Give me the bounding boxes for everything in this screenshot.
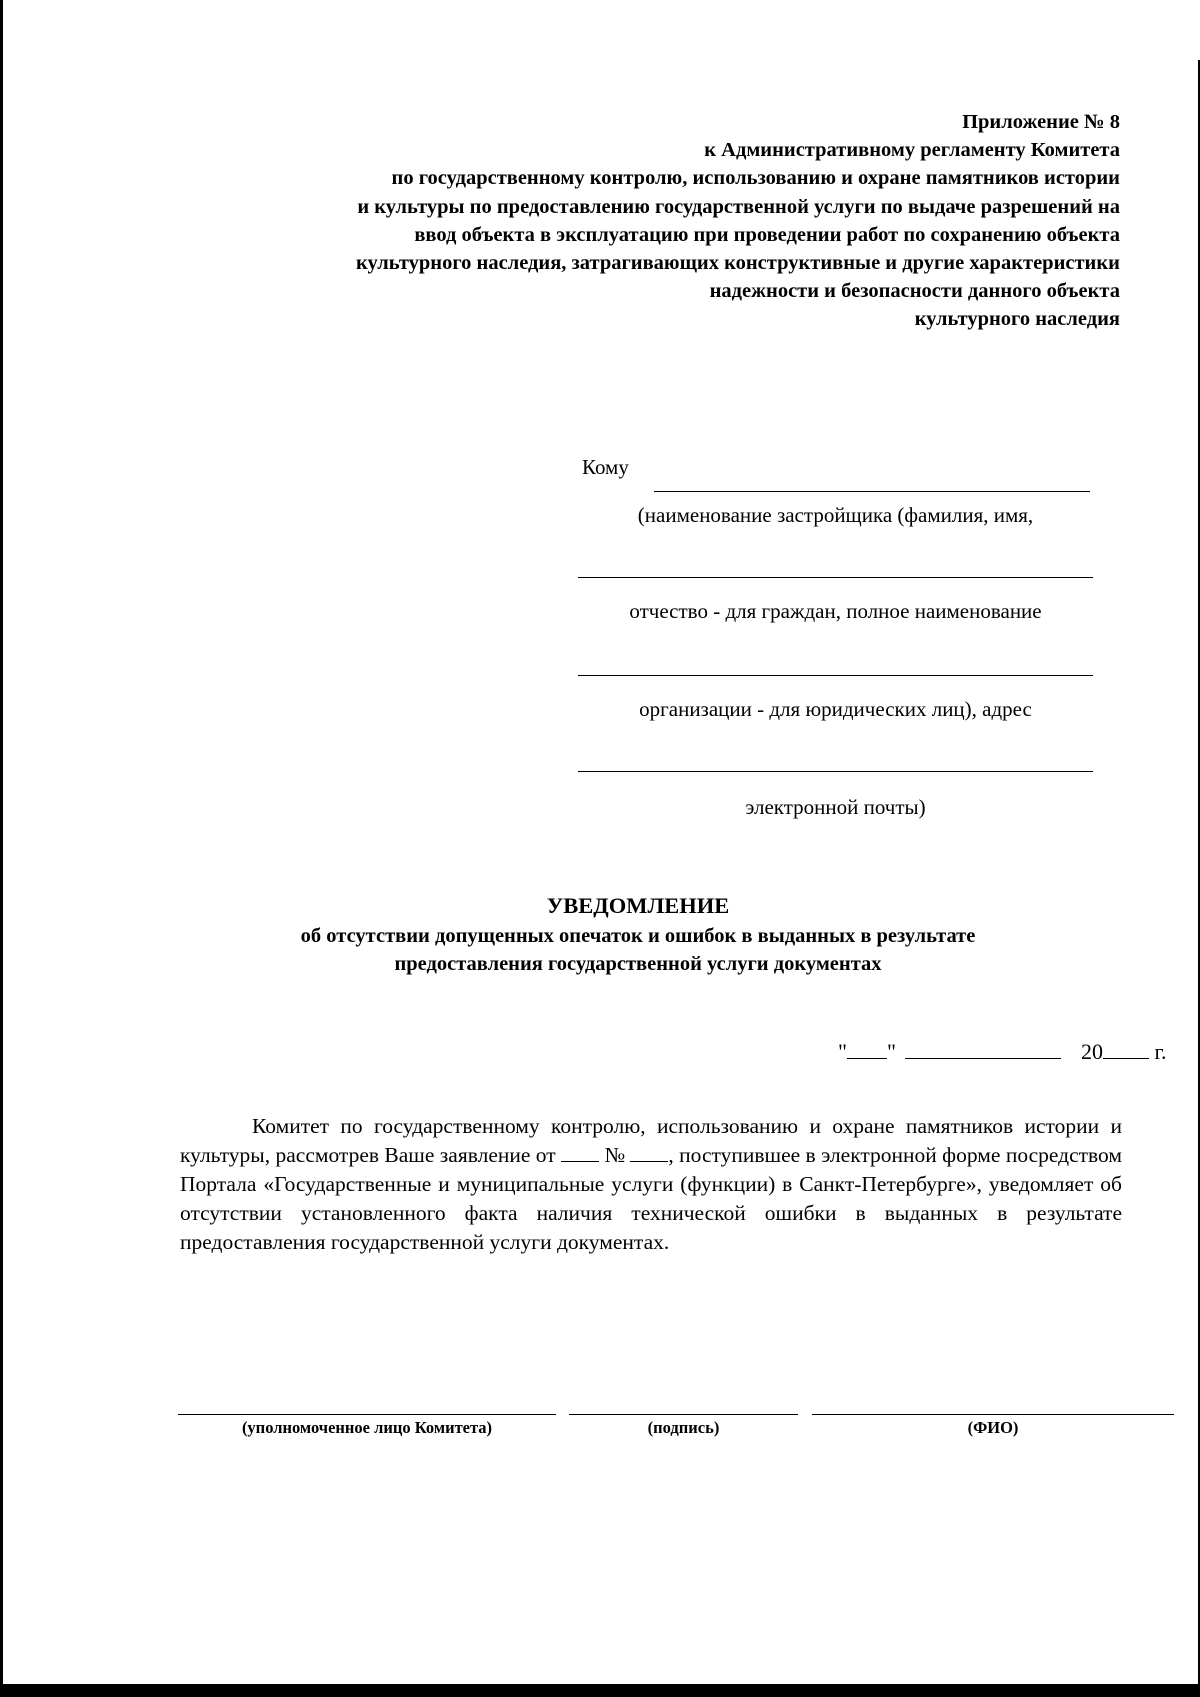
date-open-quote: " [838, 1039, 847, 1064]
name-caption: (ФИО) [967, 1418, 1019, 1437]
year-suffix: г. [1154, 1039, 1167, 1064]
recipient-field-line [578, 771, 1093, 772]
body-text-part: Комитет по государственному контролю, использованию и охране памятников истории и культуры, рассмотрев Ваше заявление от [180, 1114, 1122, 1167]
recipient-caption: отчество - для граждан, полное наименование [629, 599, 1042, 623]
recipient-field-line [578, 577, 1093, 578]
number-sign: № [604, 1143, 625, 1167]
day-blank [847, 1038, 887, 1059]
name-signature-line [812, 1414, 1174, 1415]
recipient-caption: организации - для юридических лиц), адрес [639, 697, 1032, 721]
recipient-label: Кому [582, 455, 629, 479]
recipient-field-line [654, 491, 1090, 492]
recipient-row [582, 455, 629, 480]
document-page [3, 0, 1200, 1684]
official-caption: (уполномоченное лицо Комитета) [241, 1418, 493, 1437]
year-blank [1103, 1038, 1149, 1059]
signature-line [569, 1414, 798, 1415]
date-close-quote: " [886, 1039, 896, 1064]
header-line: культурного наследия, затрагивающих конструктивные и другие характеристики [356, 252, 1120, 275]
header-line: к Административному регламенту Комитета [704, 139, 1120, 162]
header-line: культурного наследия [914, 308, 1120, 331]
application-date-blank [561, 1143, 599, 1162]
recipient-field-line [578, 675, 1093, 676]
recipient-caption: (наименование застройщика (фамилия, имя, [637, 503, 1034, 527]
notice-title: УВЕДОМЛЕНИЕ [546, 893, 730, 918]
notice-body [180, 1112, 1122, 1257]
appendix-header [153, 108, 1120, 334]
year-prefix: 20 [1080, 1039, 1103, 1064]
signature-caption: (подпись) [647, 1418, 720, 1437]
scan-edge [0, 1684, 1200, 1697]
month-blank [905, 1038, 1061, 1059]
header-line: и культуры по предоставлению государственной услуги по выдаче разрешений на [357, 195, 1120, 218]
header-line: ввод объекта в эксплуатацию при проведении работ по сохранению объекта [414, 223, 1120, 246]
application-number-blank [630, 1143, 668, 1162]
header-line: надежности и безопасности данного объекта [709, 280, 1120, 303]
header-line: Приложение № 8 [962, 111, 1120, 133]
date-line [838, 1038, 1167, 1065]
notice-subtitle: об отсутствии допущенных опечаток и ошибок в выданных в результате [300, 925, 976, 947]
notice-subtitle: предоставления государственной услуги документах [394, 953, 882, 975]
notice-heading [153, 890, 1123, 978]
recipient-caption: электронной почты) [745, 795, 926, 819]
header-line: по государственному контролю, использованию и охране памятников истории [391, 167, 1120, 190]
body-text-part: , поступившее в электронной форме посредством Портала «Государственные и муниципальные услуги (функции) в Санкт-Петербурге», уведомляет об отсутствии установленного факта наличия технической ошибки в выданных в результате предоставления государственной услуги документах. [180, 1143, 1122, 1254]
official-signature-line [178, 1414, 556, 1415]
